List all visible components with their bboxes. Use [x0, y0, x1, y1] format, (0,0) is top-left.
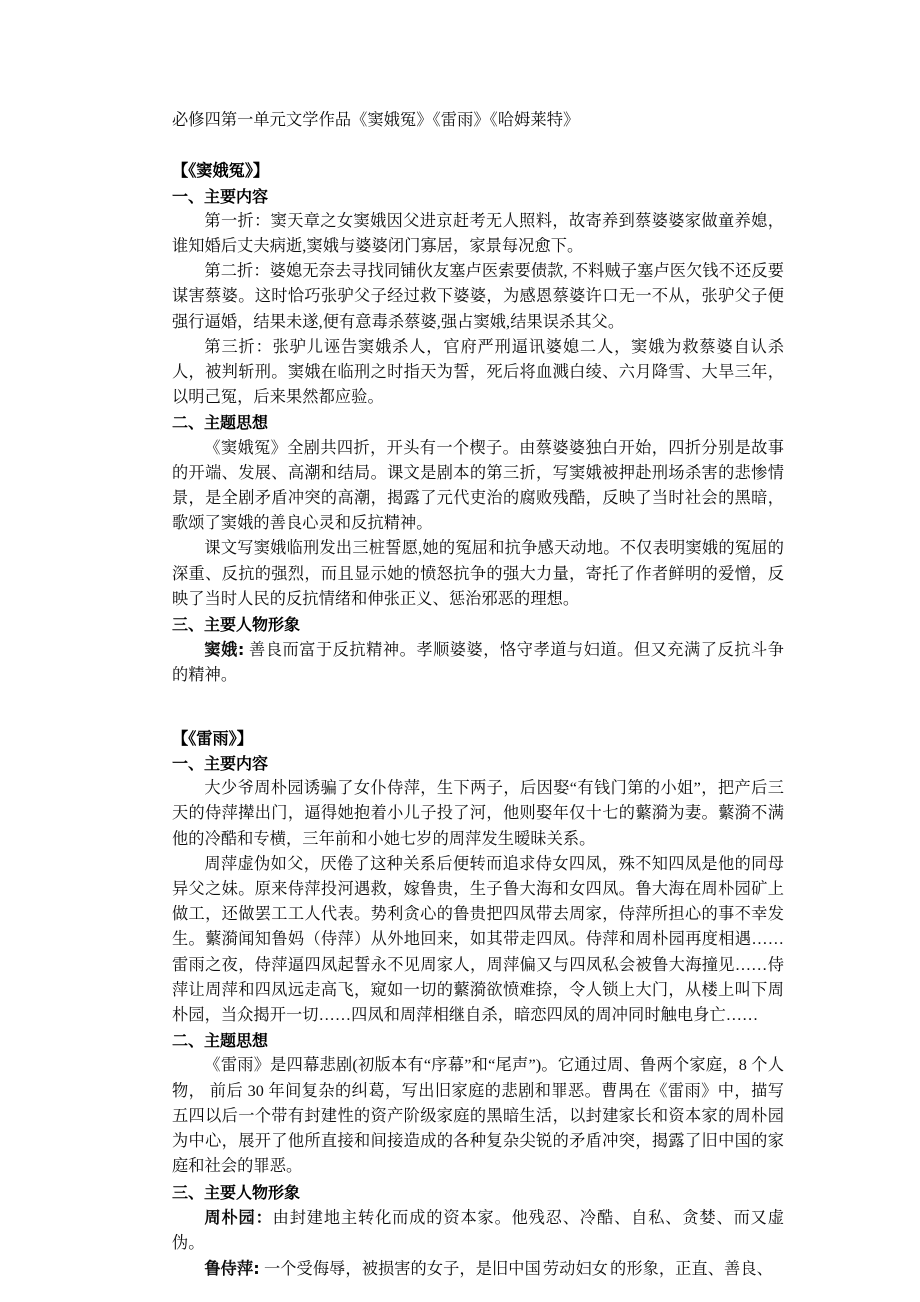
document-title-line: 必修四第一单元文学作品《窦娥冤》《雷雨》《哈姆莱特》 [172, 111, 580, 129]
character-zhou-puyuan [172, 1205, 784, 1256]
character-name-lu-shiping: 鲁侍萍: [204, 1259, 260, 1279]
document-text-column [172, 108, 784, 1282]
paragraph-lei-theme-line1: 《雷雨》是四幕悲剧(初版本有“序幕”和“尾声”)。它通过周、鲁两个家庭，8 个人物， [172, 1056, 784, 1100]
section-title-dou-e-yuan: 【《窦娥冤》】 [172, 161, 270, 181]
heading-dou-theme: 二、主题思想 [172, 413, 269, 433]
character-desc-lu-shiping-post: 的形象，正直、善良、 [610, 1260, 773, 1279]
section-title-lei-yu: 【《雷雨》】 [172, 728, 253, 748]
blank-line-1 [172, 133, 784, 158]
character-desc-zhou-puyuan: 由封建地主转化而成的资本家。他残忍、冷酷、自私、贪婪、而又虚伪。 [172, 1208, 784, 1252]
paragraph-dou-act-2: 第二折：婆媳无奈去寻找同铺伙友塞卢医索要债款, 不料贼子塞卢医欠钱不还反要谋害蔡婆。这时恰巧张驴父子经过救下婆婆，为感恩蔡婆许口无一不从，张驴父子便强行逼婚，结果未遂,便有意毒杀蔡婆,强占窦娥,结果误杀其父。 [172, 262, 784, 331]
paragraph-lei-content-1: 大少爷周朴园诱骗了女仆侍萍，生下两子，后因娶“有钱门第的小姐”，把产后三天的侍萍撵出门，逼得她抱着小儿子投了河，他则娶年仅十七的蘩漪为妻。蘩漪不满他的冷酷和专横，三年前和小她七岁的周萍发生暧昧关系。 [172, 779, 784, 848]
blank-line-2b [172, 714, 784, 726]
character-desc-lu-shiping-pre: 一个受侮辱，被损害的女子，是旧中国 [259, 1260, 541, 1279]
character-name-dou-e: 窦娥: [204, 640, 245, 660]
paragraph-dou-act-3: 第三折：张驴儿诬告窦娥杀人，官府严刑逼讯婆媳二人，窦娥为救蔡婆自认杀人，被判斩刑。窦娥在临刑之时指天为誓，死后将血溅白绫、六月降雪、大旱三年，以明己冤，后来果然都应验。 [172, 337, 784, 407]
paragraph-lei-content-2: 周萍虚伪如父，厌倦了这种关系后便转而追求侍女四凤，殊不知四凤是他的同母异父之妹。原来侍萍投河遇救，嫁鲁贵，生子鲁大海和女四凤。鲁大海在周朴园矿上做工，还做罢工工人代表。势利贪心的鲁贵把四凤带去周家，侍萍所担心的事不幸发生。蘩漪闻知鲁妈（侍萍）从外地回来，如其带走四凤。侍萍和周朴园再度相遇……雷雨之夜，侍萍逼四凤起誓永不见周家人，周萍偏又与四凤私会被鲁大海撞见……侍萍让周萍和四凤远走高飞，窥如一切的蘩漪欲愤难捺，令人锁上大门，从楼上叫下周朴园，当众揭开一切……四凤和周萍相继自杀，暗恋四凤的周冲同时触电身亡…… [172, 854, 784, 1025]
character-dou-e [172, 637, 784, 688]
blank-line-2 [172, 689, 784, 714]
heading-lei-theme: 二、主题思想 [172, 1031, 269, 1051]
paragraph-lei-theme [172, 1053, 784, 1179]
heading-lei-main-content: 一、主要内容 [172, 754, 269, 774]
character-desc-dou-e: 善良而富于反抗精神。孝顺婆婆，恪守孝道与妇道。但又充满了反抗斗争的精神。 [172, 641, 784, 685]
character-desc-lu-shiping-emphasis: 劳动妇女 [542, 1260, 609, 1279]
paragraph-dou-act-1: 第一折：窦天章之女窦娥因父进京赶考无人照料，故寄养到蔡婆婆家做童养媳，谁知婚后丈夫病逝,窦娥与婆婆闭门寡居，家景每况愈下。 [172, 211, 784, 255]
character-name-zhou-puyuan: 周朴园： [204, 1207, 273, 1227]
heading-dou-characters: 三、主要人物形象 [172, 615, 301, 635]
character-lu-shiping [172, 1256, 784, 1282]
heading-lei-characters: 三、主要人物形象 [172, 1182, 301, 1202]
paragraph-dou-theme-2: 课文写窦娥临刑发出三桩誓愿,她的冤屈和抗争感天动地。不仅表明窦娥的冤屈的深重、反抗的强烈，而且显示她的愤怒抗争的强大力量，寄托了作者鲜明的爱憎，反映了当时人民的反抗情绪和伸张正义、惩治邪恶的理想。 [172, 539, 784, 608]
paragraph-lei-theme-rest: 前后 30 年间复杂的纠葛，写出旧家庭的悲剧和罪恶。曹禺在《雷雨》中，描写五四以后一个带有封建性的资产阶级家庭的黑暗生活，以封建家长和资本家的周朴园为中心，展开了他所直接和间接造成的各种复杂尖锐的矛盾冲突，揭露了旧中国的家庭和社会的罪恶。 [172, 1081, 784, 1176]
paragraph-dou-theme-1: 《窦娥冤》全剧共四折，开头有一个楔子。由蔡婆婆独白开始，四折分别是故事的开端、发展、高潮和结局。课文是剧本的第三折，写窦娥被押赴刑场杀害的悲惨情景，是全剧矛盾冲突的高潮，揭露了元代吏治的腐败残酷，反映了当时社会的黑暗，歌颂了窦娥的善良心灵和反抗精神。 [172, 438, 784, 533]
heading-dou-main-content: 一、主要内容 [172, 186, 269, 206]
